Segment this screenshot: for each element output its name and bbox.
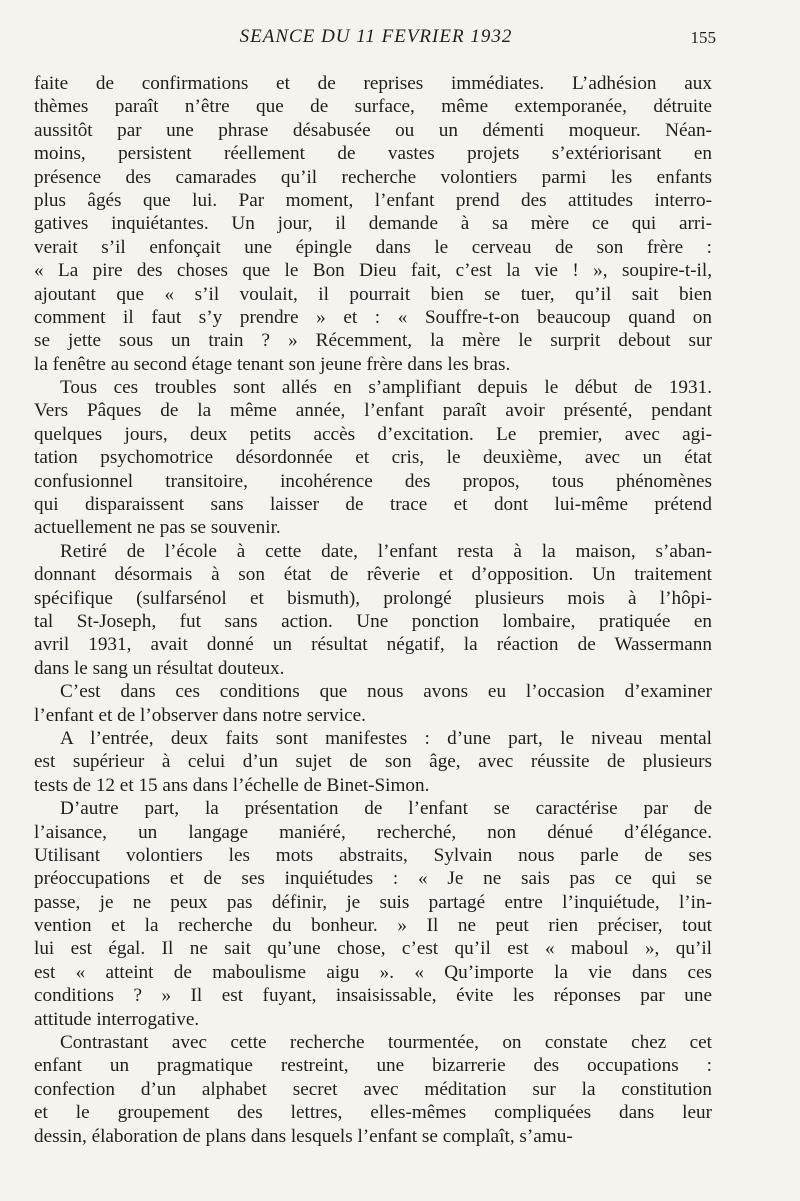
text-line: C’est dans ces conditions que nous avons eu l’occasion d’examiner: [60, 681, 712, 703]
page-number: 155: [690, 28, 716, 47]
text-line: tation psychomotrice désordonnée et cris, le deuxième, avec un état: [34, 447, 712, 469]
text-line: confection d’un alphabet secret avec méditation sur la constitution: [34, 1078, 712, 1100]
paragraph: [34, 797, 712, 1031]
text-line: est supérieur à celui d’un sujet de son âge, avec réussite de plusieurs: [34, 751, 712, 773]
text-line: tests de 12 et 15 ans dans l’échelle de Binet-Simon.: [34, 774, 430, 796]
paragraph: [34, 540, 712, 680]
text-line: attitude interrogative.: [34, 1008, 200, 1030]
text-line: préoccupations et de ses inquiétudes : « Je ne sais pas ce qui se: [34, 868, 712, 890]
paragraph: [34, 1031, 712, 1148]
text-line: confusionnel transitoire, incohérence des propos, tous phénomènes: [34, 470, 712, 492]
text-line: enfant un pragmatique restreint, une bizarrerie des occupations :: [34, 1055, 712, 1077]
text-line: et le groupement des lettres, elles-mêmes compliquées dans leur: [34, 1102, 712, 1124]
paragraph: [34, 680, 712, 727]
text-line: qui disparaissent sans laisser de trace et dont lui-même prétend: [34, 494, 712, 516]
text-line: « La pire des choses que le Bon Dieu fait, c’est la vie ! », soupire-t-il,: [34, 260, 712, 282]
page-header: [36, 26, 716, 52]
text-line: tal St-Joseph, fut sans action. Une ponction lombaire, pratiquée en: [34, 610, 712, 632]
paragraph: [34, 72, 712, 376]
text-line: faite de confirmations et de reprises immédiates. L’adhésion aux: [34, 73, 712, 94]
paragraph: [34, 376, 712, 540]
text-line: D’autre part, la présentation de l’enfant se caractérise par de: [60, 798, 712, 820]
paragraph: [34, 727, 712, 797]
text-line: Vers Pâques de la même année, l’enfant paraît avoir présenté, pendant: [34, 400, 712, 422]
text-line: vention et la recherche du bonheur. » Il ne peut rien préciser, tout: [34, 915, 712, 937]
text-line: l’aisance, un langage maniéré, recherché, non dénué d’élégance.: [34, 821, 712, 843]
body-text: [34, 72, 712, 1148]
text-line: Tous ces troubles sont allés en s’amplifiant depuis le début de 1931.: [60, 377, 712, 399]
text-line: est « atteint de maboulisme aigu ». « Qu’importe la vie dans ces: [34, 961, 712, 983]
text-line: donnant désormais à son état de rêverie et d’opposition. Un traitement: [34, 564, 712, 586]
text-line: moins, persistent réellement de vastes projets s’extériorisant en: [34, 143, 712, 165]
text-line: gatives inquiétantes. Un jour, il demande à sa mère ce qui arri-: [34, 213, 712, 235]
text-line: présence des camarades qu’il recherche volontiers parmi les enfants: [34, 166, 712, 188]
text-line: spécifique (sulfarsénol et bismuth), prolongé plusieurs mois à l’hôpi-: [34, 587, 712, 609]
text-line: thèmes paraît n’être que de surface, même extemporanée, détruite: [34, 96, 712, 118]
text-line: verait s’il enfonçait une épingle dans le cerveau de son frère :: [34, 236, 712, 258]
text-line: actuellement ne pas se souvenir.: [34, 517, 281, 539]
text-line: se jette sous un train ? » Récemment, la mère le surprit debout sur: [34, 330, 712, 352]
text-line: Retiré de l’école à cette date, l’enfant resta à la maison, s’aban-: [60, 540, 712, 562]
text-line: lui est égal. Il ne sait qu’une chose, c’est qu’il est « maboul », qu’il: [34, 938, 712, 960]
text-line: dans le sang un résultat douteux.: [34, 657, 285, 679]
text-line: conditions ? » Il est fuyant, insaisissable, évite les réponses par une: [34, 985, 712, 1007]
text-line: Contrastant avec cette recherche tourmentée, on constate chez cet: [60, 1032, 712, 1054]
text-line: A l’entrée, deux faits sont manifestes : d’une part, le niveau mental: [60, 727, 712, 749]
text-line: dessin, élaboration de plans dans lesquels l’enfant se complaît, s’amu-: [34, 1125, 573, 1147]
text-line: plus âgés que lui. Par moment, l’enfant prend des attitudes interro-: [34, 189, 712, 211]
text-line: ajoutant que « s’il voulait, il pourrait bien se tuer, qu’il sait bien: [34, 283, 712, 305]
text-line: quelques jours, deux petits accès d’excitation. Le premier, avec agi-: [34, 423, 712, 445]
text-line: l’enfant et de l’observer dans notre service.: [34, 704, 366, 726]
text-line: passe, je ne peux pas définir, je suis partagé entre l’inquiétude, l’in-: [34, 891, 712, 913]
text-line: aussitôt par une phrase désabusée ou un démenti moqueur. Néan-: [34, 119, 712, 141]
text-line: avril 1931, avait donné un résultat négatif, la réaction de Wassermann: [34, 634, 712, 656]
running-title: SEANCE DU 11 FEVRIER 1932: [239, 26, 513, 47]
text-line: la fenêtre au second étage tenant son jeune frère dans les bras.: [34, 353, 511, 375]
text-line: Utilisant volontiers les mots abstraits, Sylvain nous parle de ses: [34, 844, 712, 866]
text-line: comment il faut s’y prendre » et : « Souffre-t-on beaucoup quand on: [34, 306, 712, 328]
